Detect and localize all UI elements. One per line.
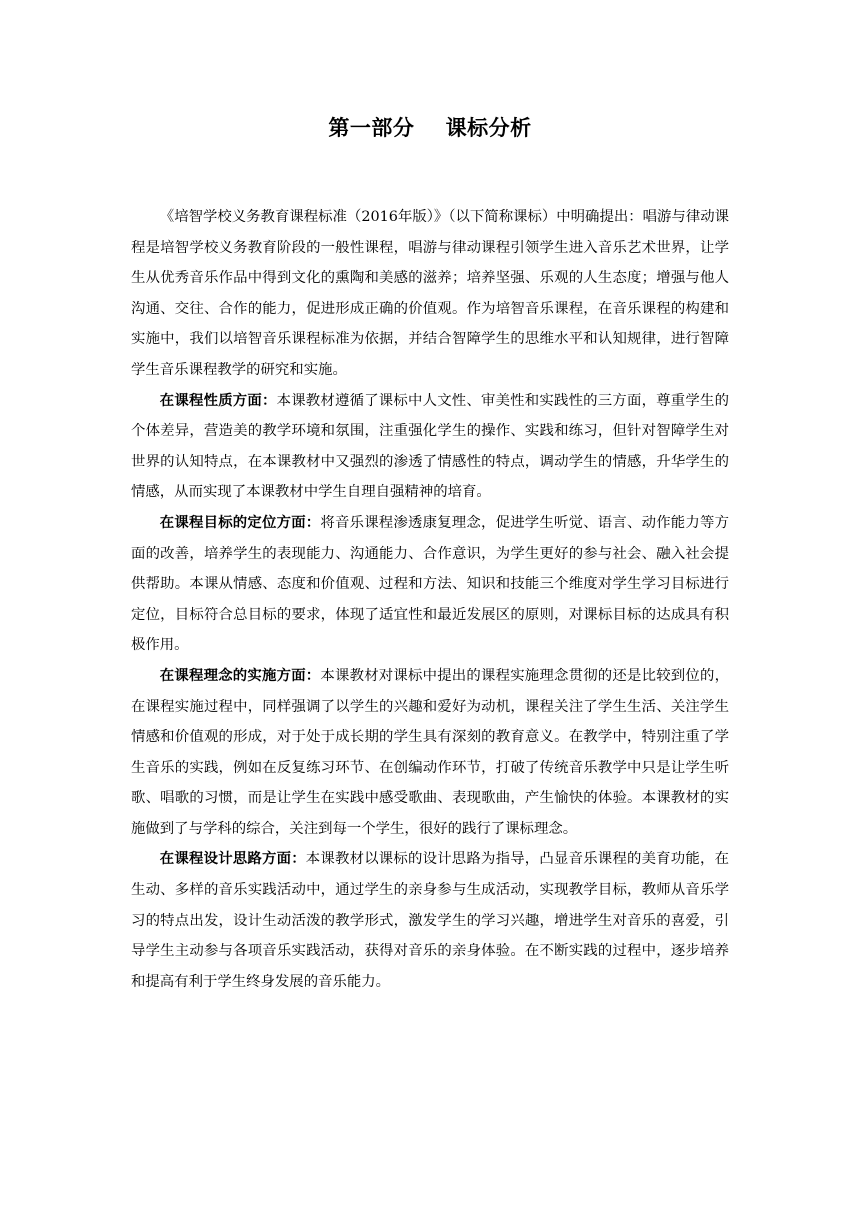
paragraph-intro-text: 《培智学校义务教育课程标准（2016年版）》（以下简称课标）中明确提出：唱游与律动课程是培智学校义务教育阶段的一般性课程，唱游与律动课程引领学生进入音乐艺术世界，让学生从优秀音乐作品中得到文化的熏陶和美感的滋养；培养坚强、乐观的人生态度；增强与他人沟通、交往、合作的能力，促进形成正确的价值观。作为培智音乐课程，在音乐课程的构建和实施中，我们以培智音乐课程标准为依据，并结合智障学生的思维水平和认知规律，进行智障学生音乐课程教学的研究和实施。 [131,209,729,378]
paragraph-course-goals [131,508,729,661]
paragraph-course-philosophy-text: 本课教材对课标中提出的课程实施理念贯彻的还是比较到位的，在课程实施过程中，同样强调了以学生的兴趣和爱好为动机，课程关注了学生生活、关注学生情感和价值观的形成，对于处于成长期的学生具有深刻的教育意义。在教学中，特别注重了学生音乐的实践，例如在反复练习环节、在创编动作环节，打破了传统音乐教学中只是让学生听歌、唱歌的习惯，而是让学生在实践中感受歌曲、表现歌曲，产生愉快的体验。本课教材的实施做到了与学科的综合，关注到每一个学生，很好的践行了课标理念。 [131,667,729,837]
paragraph-course-philosophy [131,661,729,845]
paragraph-course-design [131,844,729,997]
paragraph-course-goals-text: 将音乐课程渗透康复理念，促进学生听觉、语言、动作能力等方面的改善，培养学生的表现能力、沟通能力、合作意识，为学生更好的参与社会、融入社会提供帮助。本课从情感、态度和价值观、过程和方法、知识和技能三个维度对学生学习目标进行定位，目标符合总目标的要求，体现了适宜性和最近发展区的原则，对课标目标的达成具有积极作用。 [131,514,729,654]
paragraph-intro [131,202,729,386]
paragraph-course-nature [131,386,729,508]
paragraph-course-nature-text: 本课教材遵循了课标中人文性、审美性和实践性的三方面，尊重学生的个体差异，营造美的教学环境和氛围，注重强化学生的操作、实践和练习，但针对智障学生对世界的认知特点，在本课教材中又强烈的渗透了情感性的特点，调动学生的情感，升华学生的情感，从而实现了本课教材中学生自理自强精神的培育。 [131,392,729,501]
paragraph-course-goals-lead: 在课程目标的定位方面： [159,513,321,531]
paragraph-course-design-text: 本课教材以课标的设计思路为指导，凸显音乐课程的美育功能，在生动、多样的音乐实践活动中，通过学生的亲身参与生成活动，实现教学目标，教师从音乐学习的特点出发，设计生动活泼的教学形式，激发学生的学习兴趣，增进学生对音乐的喜爱，引导学生主动参与各项音乐实践活动，获得对音乐的亲身体验。在不断实践的过程中，逐步培养和提高有利于学生终身发展的音乐能力。 [131,851,729,990]
page-title: 第一部分 课标分析 [328,116,532,140]
document-body [131,202,729,997]
paragraph-course-design-lead: 在课程设计思路方面： [159,850,306,868]
paragraph-course-philosophy-lead: 在课程理念的实施方面： [159,666,321,684]
paragraph-course-nature-lead: 在课程性质方面： [159,391,277,409]
